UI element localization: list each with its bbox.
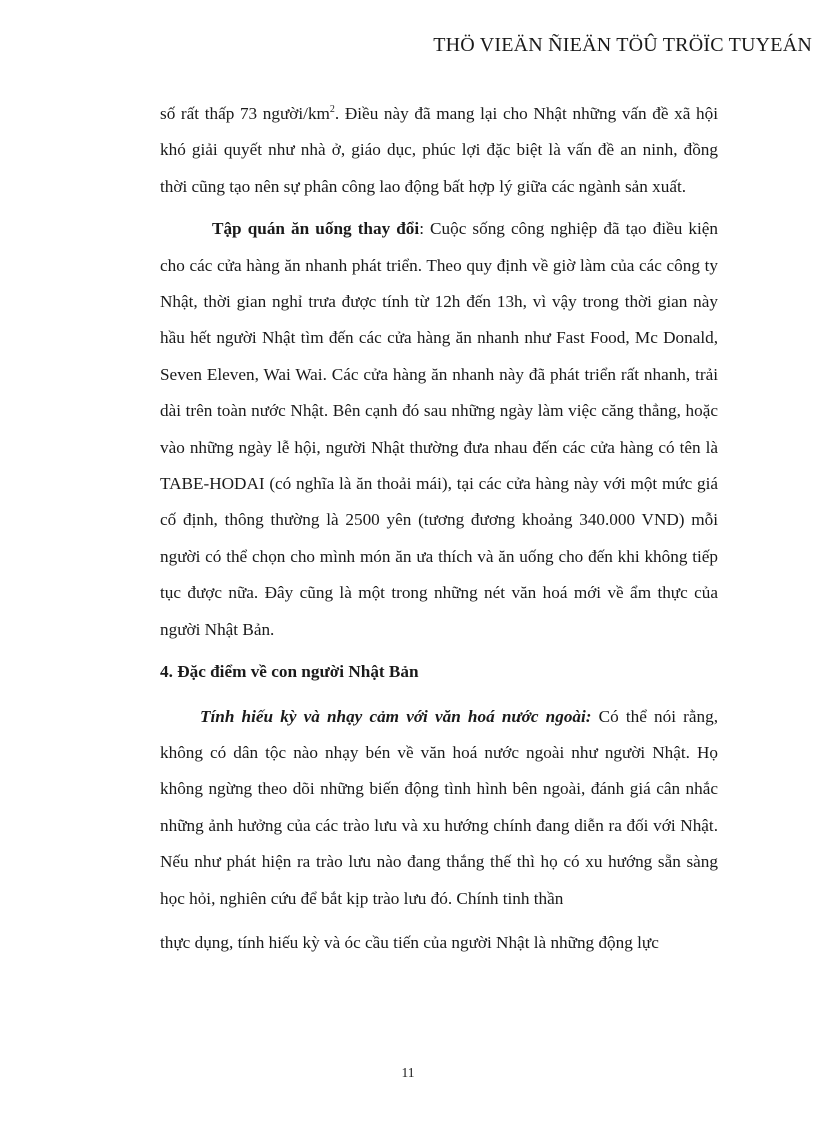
paragraph-curiosity (160, 699, 718, 917)
paragraph-lead-term: Tập quán ăn uống thay đổi (212, 219, 420, 239)
paragraph-text: số rất thấp 73 người/km (160, 104, 330, 123)
paragraph-text: : Cuộc sống công nghiệp đã tạo điều kiện cho các cửa hàng ăn nhanh phát triển. Theo quy định về giờ làm của các công ty Nhật, thời gian nghỉ trưa được tính từ 12h đến 13h, vì vậy trong thời gian này hầu hết người Nhật tìm đến các cửa hàng ăn nhanh như Fast Food, Mc Donald, Seven Eleven, Wai Wai. Các cửa hàng ăn nhanh này đã phát triển rất nhanh, trải dài trên toàn nước Nhật. Bên cạnh đó sau những ngày làm việc căng thẳng, hoặc vào những ngày lễ hội, người Nhật thường đưa nhau đến các cửa hàng có tên là TABE-HODAI (có nghĩa là ăn thoải mái), tại các cửa hàng này với một mức giá cố định, thông thường là 2500 yên (tương đương khoảng 340.000 VND) mỗi người có thể chọn cho mình món ăn ưa thích và ăn uống cho đến khi không tiếp tục được nữa. Đây cũng là một trong những nét văn hoá mới về ẩm thực của người Nhật Bản. (160, 219, 718, 639)
paragraph-continuation: thực dụng, tính hiếu kỳ và óc cầu tiến của người Nhật là những động lực (160, 932, 659, 952)
document-body (160, 96, 718, 961)
superscript-exponent: 2 (329, 104, 335, 115)
paragraph-text: . Điều này đã mang lại cho Nhật những vấn đề xã hội khó giải quyết như nhà ở, giáo dục, phúc lợi đặc biệt là vấn đề an ninh, đồng thời cũng tạo nên sự phân công lao động bất hợp lý giữa các ngành sản xuất. (160, 104, 719, 196)
section-heading: 4. Đặc điểm về con người Nhật Bản (160, 662, 419, 682)
paragraph-text: Có thể nói rằng, không có dân tộc nào nhạy bén về văn hoá nước ngoài như người Nhật. Họ không ngừng theo dõi những biến động tình hình bên ngoài, đánh giá cân nhắc những ảnh hưởng của các trào lưu và xu hướng chính đang diễn ra đối với Nhật. Nếu như phát hiện ra trào lưu nào đang thắng thế thì họ có xu hướng sẵn sàng học hỏi, nghiên cứu để bắt kịp trào lưu đó. Chính tinh thần (160, 706, 718, 908)
page-header: THÖ VIEÄN ÑIEÄN TÖÛ TRÖÏC TUYEÁN (433, 34, 812, 56)
page-number: 11 (401, 1065, 415, 1080)
paragraph-lead-term: Tính hiếu kỳ và nhạy cảm với văn hoá nước ngoài: (200, 706, 592, 726)
paragraph-population (160, 96, 718, 205)
paragraph-eating-habits (160, 211, 718, 648)
